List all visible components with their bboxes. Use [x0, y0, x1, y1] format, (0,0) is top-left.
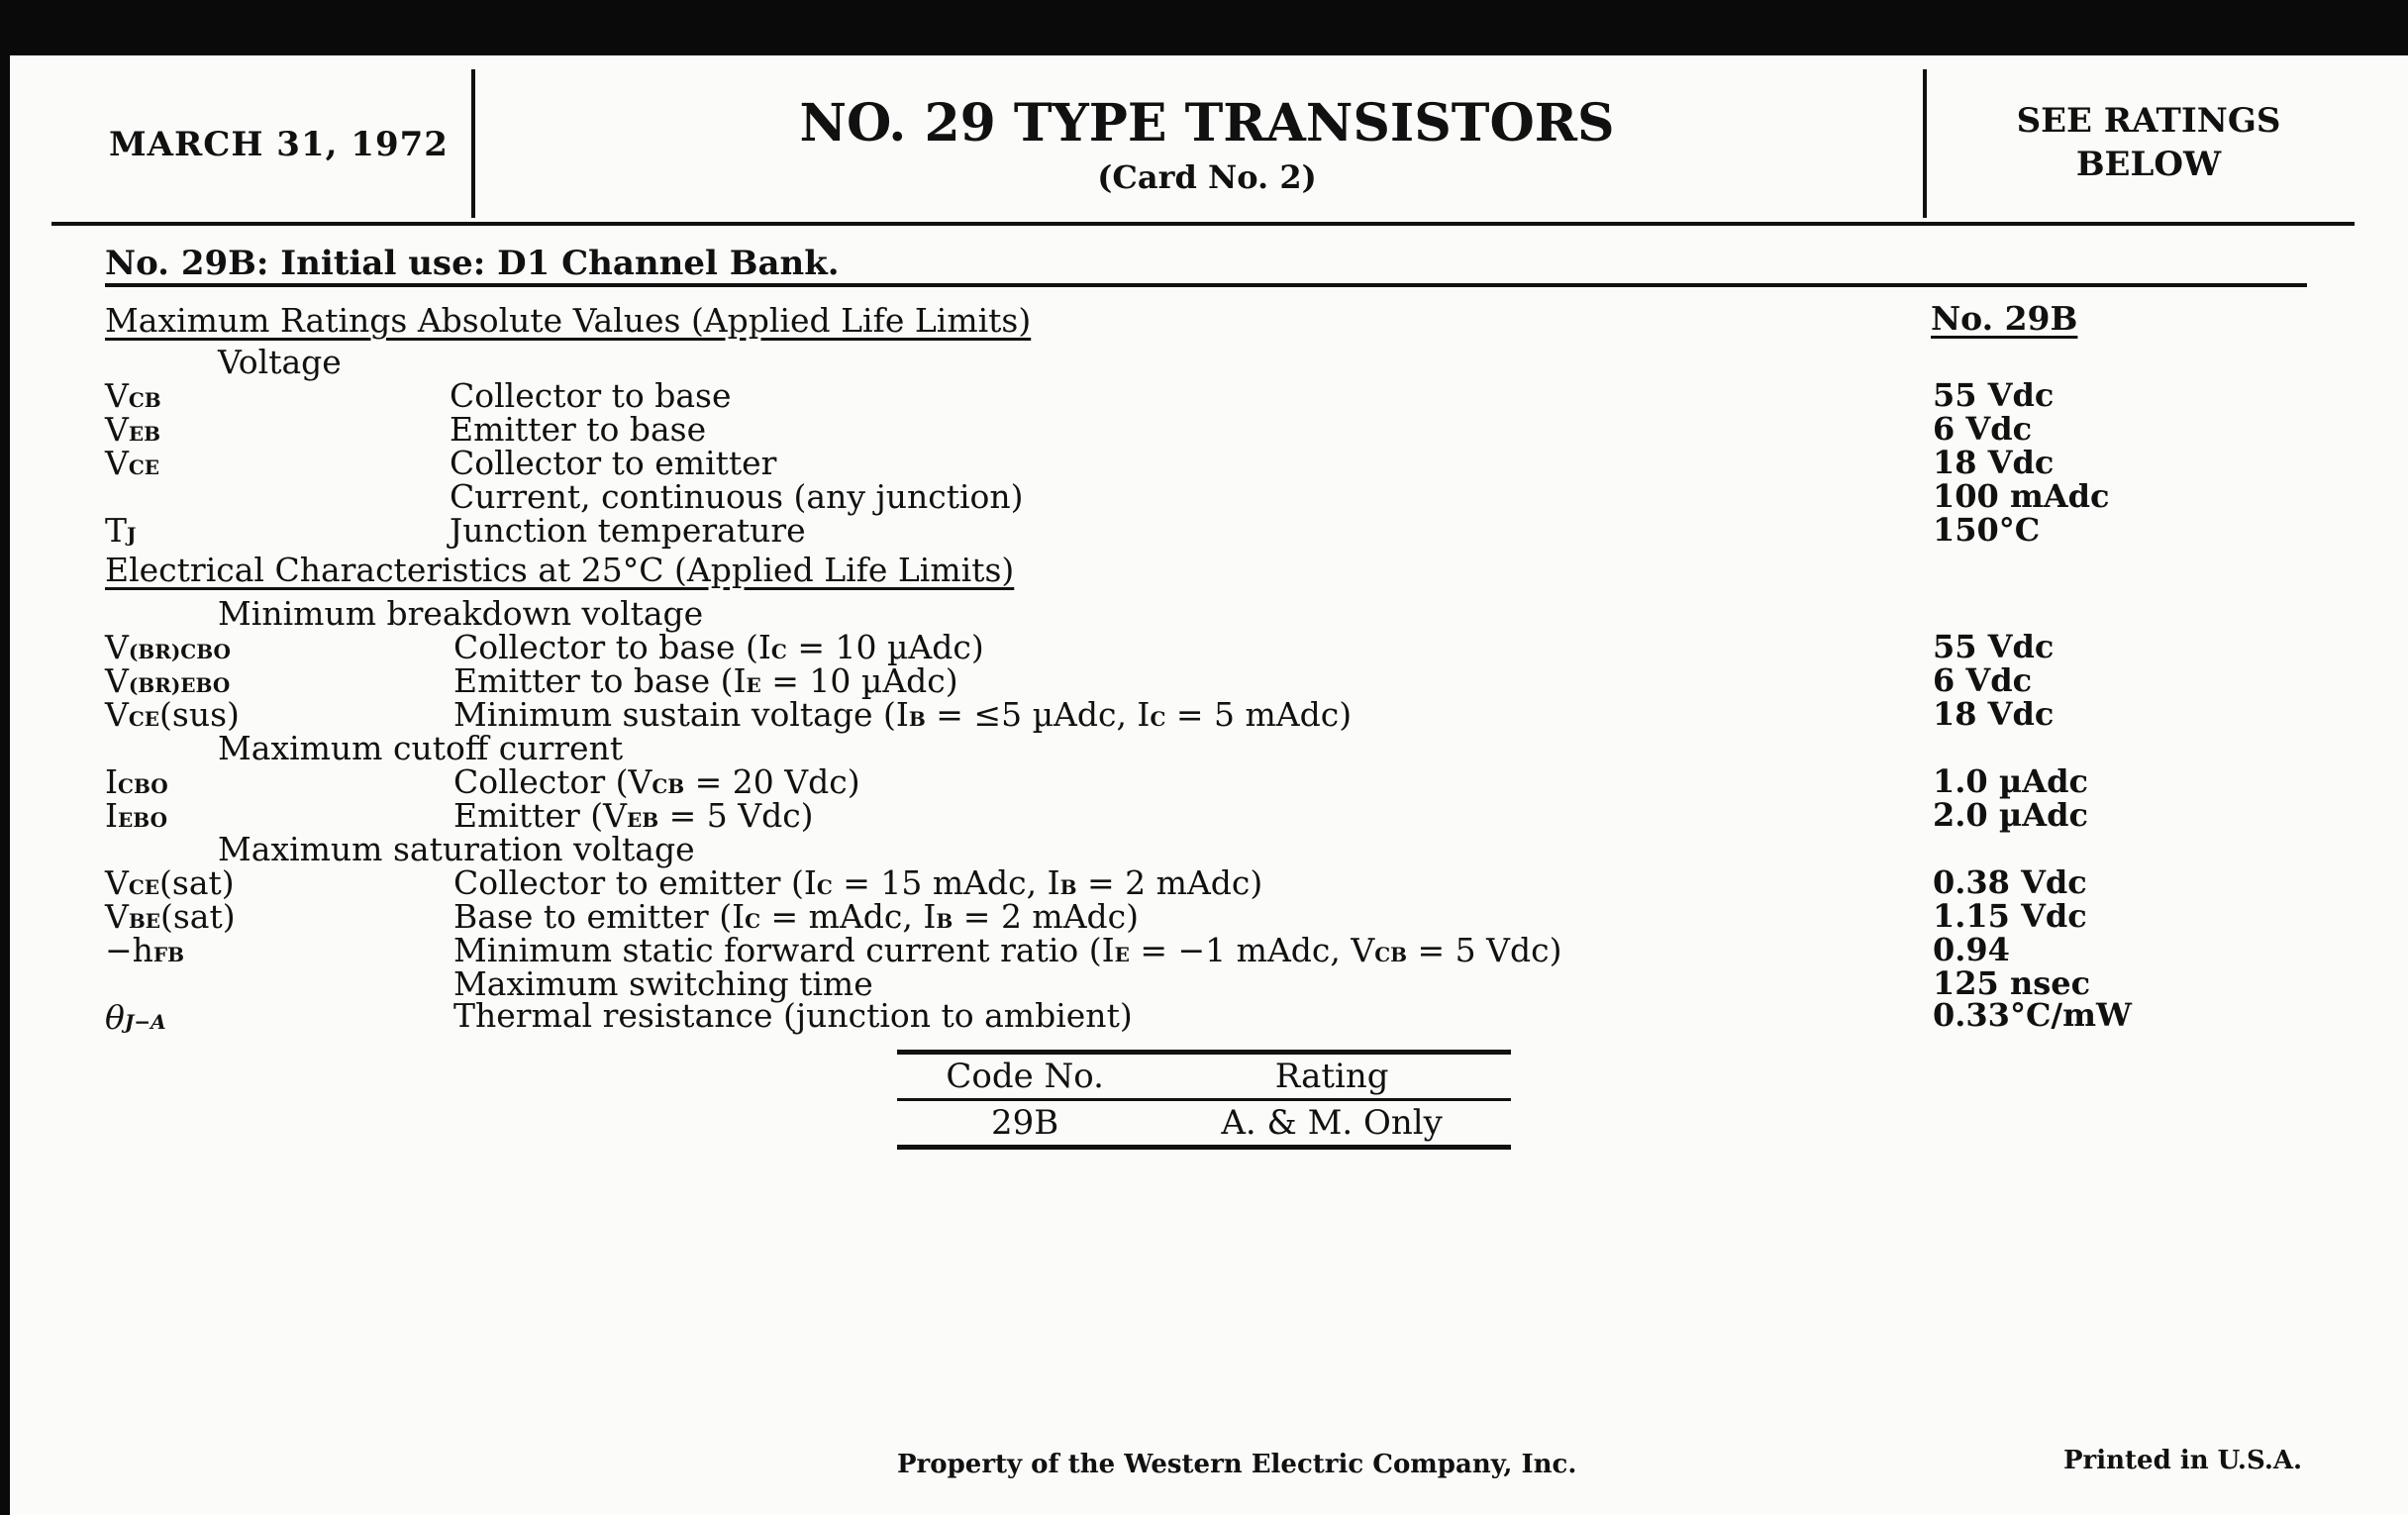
row-value: 18 Vdc: [1933, 444, 2055, 481]
row-desc: Emitter (VEB = 5 Vdc): [453, 796, 814, 835]
row-value: 18 Vdc: [1933, 695, 2055, 733]
card-subtitle: (Card No. 2): [1097, 158, 1317, 196]
row-desc: Minimum sustain voltage (IB = ≤5 µAdc, IC = 5 mAdc): [453, 695, 1353, 734]
symbol-vbrebo: V(BR)EBO: [105, 661, 231, 700]
cutoff-group-heading: Maximum cutoff current: [218, 729, 624, 767]
symbol-vcesat: VCE(sat): [105, 863, 235, 902]
row-desc: Thermal resistance (junction to ambient): [453, 996, 1133, 1035]
symbol-vce: VCE: [105, 444, 160, 482]
row-value: 6 Vdc: [1933, 410, 2033, 448]
symbol-veb: VEB: [105, 410, 160, 449]
voltage-group-heading: Voltage: [218, 343, 342, 381]
row-value: 100 mAdc: [1933, 477, 2110, 515]
symbol-vbrcbo: V(BR)CBO: [105, 628, 231, 666]
electrical-title: Electrical Characteristics at 25°C (Applied Life Limits): [105, 551, 1015, 589]
symbol-hfb: −hFB: [105, 931, 185, 969]
symbol-vcesus: VCE(sus): [105, 695, 240, 734]
header-rule: [51, 222, 2355, 226]
reference-card: [10, 55, 2408, 1515]
row-desc: Emitter to base (IE = 10 µAdc): [453, 661, 958, 700]
row-desc: Collector to emitter (IC = 15 mAdc, IB = 2 mAdc): [453, 863, 1263, 902]
cell-code: 29B: [991, 1103, 1059, 1143]
row-value: 2.0 µAdc: [1933, 796, 2088, 834]
row-value: 125 nsec: [1933, 964, 2091, 1002]
column-header-rating: Rating: [1274, 1057, 1389, 1096]
row-value: 55 Vdc: [1933, 376, 2055, 414]
symbol-theta-ja: θJ−A: [105, 998, 166, 1037]
header-divider-left: [471, 69, 475, 218]
intro-rule: [105, 283, 2307, 287]
ratings-note-line1: SEE RATINGS: [2016, 101, 2281, 141]
symbol-icbo: ICBO: [105, 762, 168, 801]
rating-table-header: [897, 1053, 1511, 1100]
symbol-iebo: IEBO: [105, 796, 167, 835]
table-row: [897, 1100, 1511, 1148]
row-desc: Junction temperature: [450, 511, 806, 550]
breakdown-group-heading: Minimum breakdown voltage: [218, 594, 704, 633]
symbol-tj: TJ: [105, 511, 137, 550]
row-desc: Emitter to base: [450, 410, 707, 449]
column-header: No. 29B: [1931, 299, 2078, 338]
symbol-vbesat: VBE(sat): [105, 897, 236, 936]
card-date: MARCH 31, 1972: [109, 125, 449, 164]
row-value: 1.0 µAdc: [1933, 762, 2088, 800]
row-desc: Collector to emitter: [450, 444, 777, 482]
row-desc: Maximum switching time: [453, 964, 873, 1003]
row-desc: Collector to base: [450, 376, 732, 415]
row-value: 0.94: [1933, 931, 2010, 968]
footer-printed: Printed in U.S.A.: [2063, 1446, 2303, 1475]
row-value: 1.15 Vdc: [1933, 897, 2087, 935]
symbol-vcb: VCB: [105, 376, 161, 415]
row-value: 0.38 Vdc: [1933, 863, 2087, 901]
row-desc: Minimum static forward current ratio (IE = −1 mAdc, VCB = 5 Vdc): [453, 931, 1562, 969]
saturation-group-heading: Maximum saturation voltage: [218, 830, 695, 868]
ratings-note: [1941, 99, 2357, 186]
row-desc: Base to emitter (IC = mAdc, IB = 2 mAdc): [453, 897, 1140, 936]
card-title: NO. 29 TYPE TRANSISTORS: [799, 93, 1615, 153]
column-header-code: Code No.: [946, 1057, 1104, 1096]
intro-line: No. 29B: Initial use: D1 Channel Bank.: [105, 244, 840, 283]
max-ratings-title: Maximum Ratings Absolute Values (Applied Life Limits): [105, 301, 1032, 340]
row-value: 6 Vdc: [1933, 661, 2033, 699]
row-desc: Current, continuous (any junction): [450, 477, 1024, 516]
row-desc: Collector (VCB = 20 Vdc): [453, 762, 860, 801]
row-value: 150°C: [1933, 511, 2041, 549]
ratings-note-line2: BELOW: [2075, 145, 2222, 184]
footer-property: Property of the Western Electric Company, Inc.: [897, 1450, 1577, 1479]
row-desc: Collector to base (IC = 10 µAdc): [453, 628, 984, 666]
rating-table: [897, 1050, 1511, 1150]
header-divider-right: [1923, 69, 1927, 218]
row-value: 0.33°C/mW: [1933, 996, 2132, 1034]
cell-rating: A. & M. Only: [1221, 1103, 1443, 1143]
row-value: 55 Vdc: [1933, 628, 2055, 665]
